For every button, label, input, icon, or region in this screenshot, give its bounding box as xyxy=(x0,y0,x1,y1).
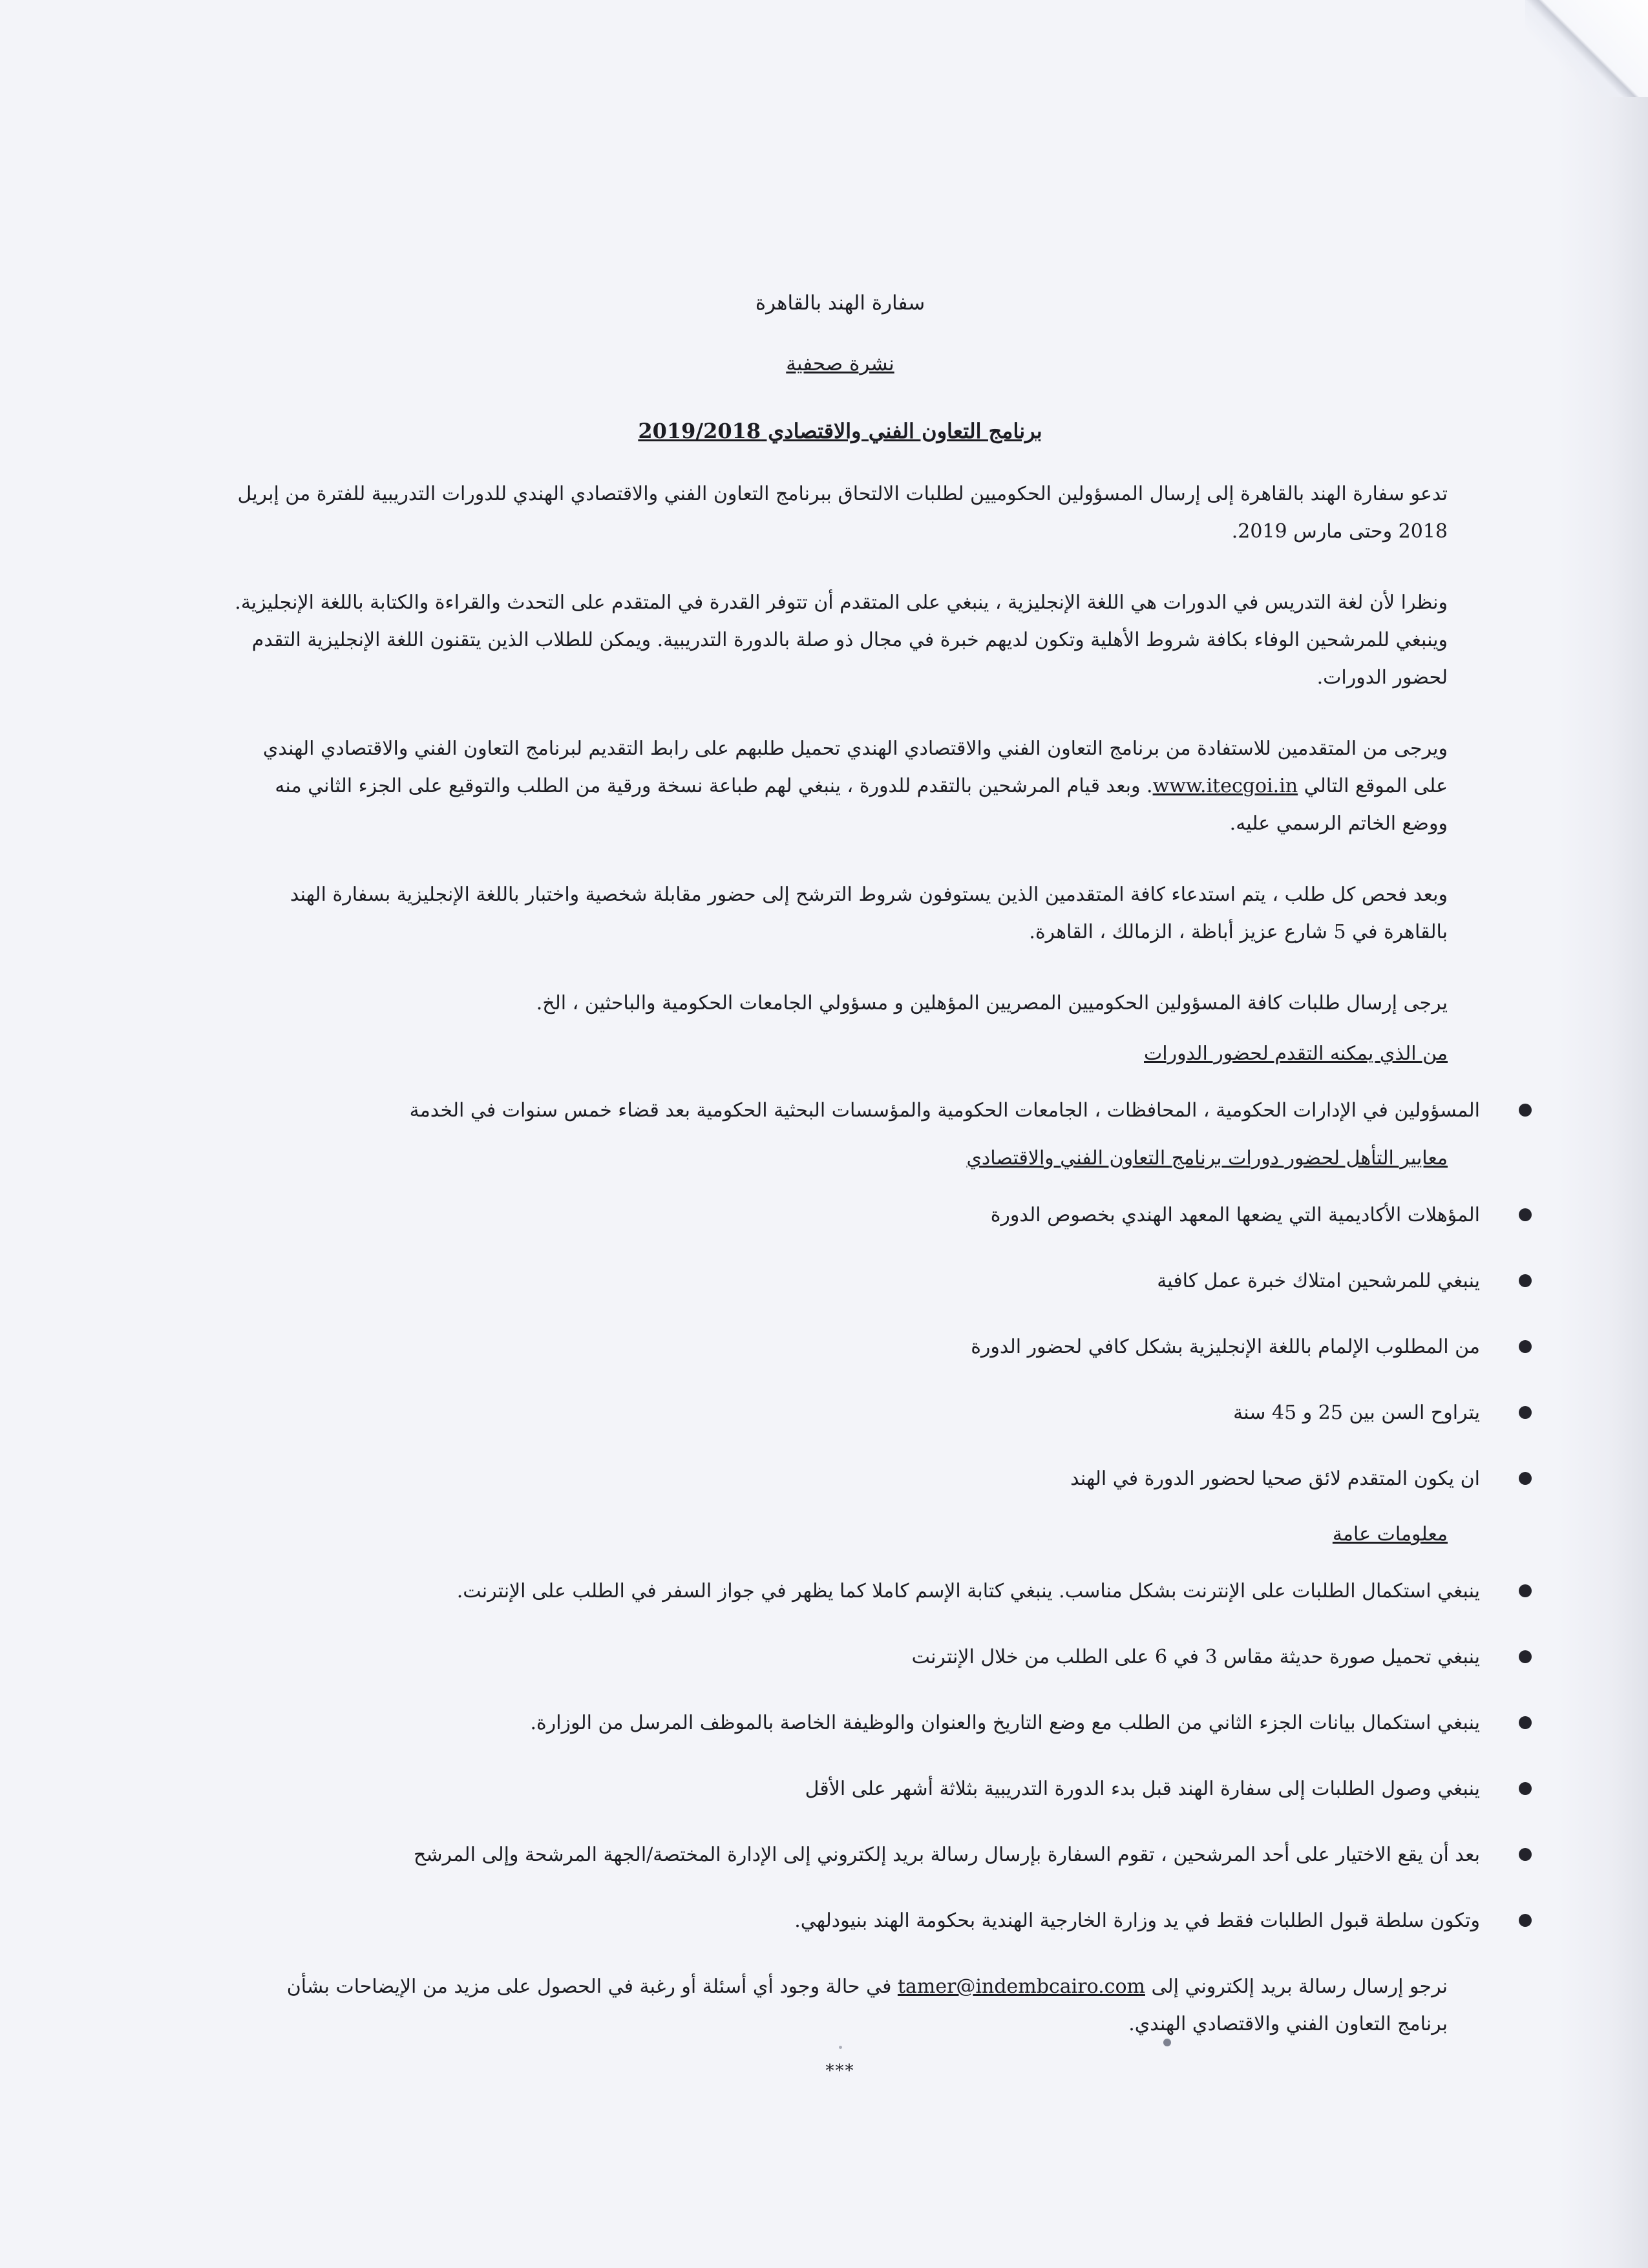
list-item: ينبغي وصول الطلبات إلى سفارة الهند قبل بدء الدورة التدريبية بثلاثة أشهر على الأقل xyxy=(233,1770,1532,1808)
list-item: من المطلوب الإلمام باللغة الإنجليزية بشكل كافي لحضور الدورة xyxy=(233,1328,1532,1366)
page-edge-shadow xyxy=(1558,0,1648,2268)
bullet-icon xyxy=(1519,1340,1532,1353)
bullet-icon xyxy=(1519,1914,1532,1927)
intro-paragraph-4: وبعد فحص كل طلب ، يتم استدعاء كافة المتقدمين الذين يستوفون شروط الترشح إلى حضور مقابلة شخصية واختبار باللغة الإنجليزية بسفارة الهند بالقاهرة في 5 شارع عزيز أباظة ، الزمالك ، القاهرة. xyxy=(290,883,1448,943)
intro-paragraph-2: ونظرا لأن لغة التدريس في الدورات هي اللغة الإنجليزية ، ينبغي على المتقدم أن تتوفر القدرة في المتقدم على التحدث والقراءة والكتابة باللغة الإنجليزية. وينبغي للمرشحين الوفاء بكافة شروط الأهلية وتكون لديهم خبرة في مجال ذو صلة بالدورة التدريبية. ويمكن للطلاب الذين يتقنون اللغة الإنجليزية التقدم لحضور الدورات. xyxy=(235,591,1448,689)
bullet-icon xyxy=(1519,1584,1532,1597)
bullet-icon xyxy=(1519,1650,1532,1663)
closing-paragraph xyxy=(233,1968,1448,2043)
embassy-heading: سفارة الهند بالقاهرة xyxy=(755,291,925,315)
paragraph-text: ويرجى من المتقدمين للاستفادة من برنامج التعاون الفني والاقتصادي الهندي تحميل طلبهم على رابط التقديم لبرنامج التعاون الفني والاقتصادي الهندي على الموقع التالي xyxy=(262,737,1448,797)
eligibility-list xyxy=(233,1197,1480,1498)
list-item: يتراوح السن بين 25 و 45 سنة xyxy=(233,1394,1532,1432)
paragraph-text: في حالة وجود أي أسئلة أو رغبة في الحصول على مزيد من الإيضاحات بشأن برنامج التعاون الفني والاقتصادي الهندي. xyxy=(286,1975,1448,2035)
list-item: ينبغي للمرشحين امتلاك خبرة عمل كافية xyxy=(233,1263,1532,1300)
list-item: ان يكون المتقدم لائق صحيا لحضور الدورة في الهند xyxy=(233,1460,1532,1498)
bullet-icon xyxy=(1519,1104,1532,1117)
general-info-heading: معلومات عامة xyxy=(1332,1523,1448,1546)
bullet-icon xyxy=(1519,1406,1532,1419)
list-item: بعد أن يقع الاختيار على أحد المرشحين ، تقوم السفارة بإرسال رسالة بريد إلكتروني إلى الإدارة المختصة/الجهة المرشحة وإلى المرشح xyxy=(233,1836,1532,1874)
bullet-icon xyxy=(1519,1716,1532,1729)
list-item: ينبغي استكمال بيانات الجزء الثاني من الطلب مع وضع التاريخ والعنوان والوظيفة الخاصة بالموظف المرسل من الوزارة. xyxy=(233,1705,1532,1742)
list-item: المسؤولين في الإدارات الحكومية ، المحافظات ، الجامعات الحكومية والمؤسسات البحثية الحكومية بعد قضاء خمس سنوات في الخدمة xyxy=(233,1092,1532,1129)
program-title: برنامج التعاون الفني والاقتصادي 2019/2018 xyxy=(638,419,1042,443)
email-link[interactable]: tamer@indembcairo.com xyxy=(897,1975,1145,1998)
bullet-icon xyxy=(1519,1472,1532,1485)
website-link[interactable]: www.itecgoi.in xyxy=(1152,775,1298,797)
end-marker: *** xyxy=(825,2061,855,2081)
list-item: ينبغي تحميل صورة حديثة مقاس 3 في 6 على الطلب من خلال الإنترنت xyxy=(233,1639,1532,1676)
list-item: المؤهلات الأكاديمية التي يضعها المعهد الهندي بخصوص الدورة xyxy=(233,1197,1532,1234)
bullet-icon xyxy=(1519,1848,1532,1861)
intro-paragraph-1: تدعو سفارة الهند بالقاهرة إلى إرسال المسؤولين الحكوميين لطلبات الالتحاق ببرنامج التعاون الفني والاقتصادي الهندي للدورات التدريبية للفترة من إبريل 2018 وحتى مارس 2019. xyxy=(237,483,1448,543)
eligibility-heading: معايير التأهل لحضور دورات برنامج التعاون الفني والاقتصادي xyxy=(966,1147,1448,1170)
list-item: وتكون سلطة قبول الطلبات فقط في يد وزارة الخارجية الهندية بحكومة الهند بنيودلهي. xyxy=(233,1902,1532,1940)
who-can-apply-list xyxy=(233,1092,1480,1129)
list-item: ينبغي استكمال الطلبات على الإنترنت بشكل مناسب. ينبغي كتابة الإسم كاملا كما يظهر في جواز السفر في الطلب على الإنترنت. xyxy=(233,1573,1532,1610)
general-info-list xyxy=(233,1573,1480,1940)
document-body xyxy=(233,284,1480,2090)
bullet-icon xyxy=(1519,1208,1532,1221)
bullet-icon xyxy=(1519,1782,1532,1795)
intro-paragraph-3 xyxy=(233,730,1448,843)
paragraph-text: نرجو إرسال رسالة بريد إلكتروني إلى xyxy=(1145,1975,1448,1998)
paragraph-text: . وبعد قيام المرشحين بالتقدم للدورة ، ينبغي لهم طباعة نسخة ورقية من الطلب والتوقيع على الجزء الثاني منه ووضع الخاتم الرسمي عليه. xyxy=(275,775,1448,835)
intro-paragraph-5: يرجى إرسال طلبات كافة المسؤولين الحكوميين المصريين المؤهلين و مسؤولي الجامعات الحكومية والباحثين ، الخ. xyxy=(536,992,1448,1014)
folded-corner xyxy=(1525,0,1648,97)
bullet-icon xyxy=(1519,1274,1532,1287)
who-can-apply-heading: من الذي يمكنه التقدم لحضور الدورات xyxy=(1144,1042,1448,1065)
press-release-heading: نشرة صحفية xyxy=(786,352,894,375)
